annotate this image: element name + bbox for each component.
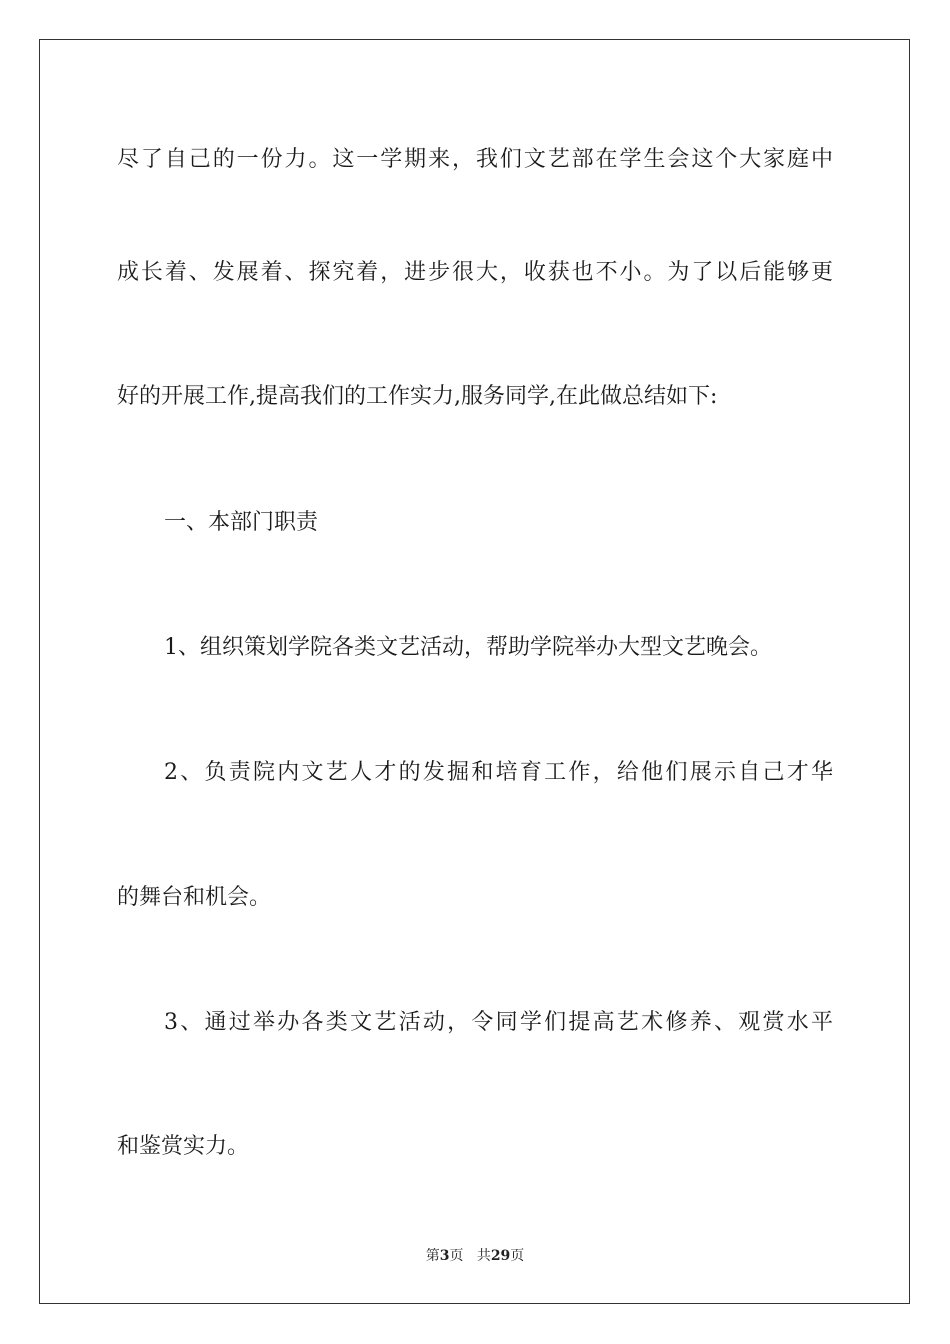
section-heading: 一、本部门职责: [164, 510, 319, 535]
total-suffix: 页: [510, 1248, 525, 1264]
page-suffix: 页: [449, 1248, 464, 1264]
total-pages: 29: [490, 1248, 511, 1264]
page-border: [39, 39, 910, 1304]
list-item-2-line-1: 2、负责院内文艺人才的发掘和培育工作，给他们展示自己才华: [164, 760, 833, 785]
list-item-3-line-2: 和鉴赏实力。: [117, 1134, 250, 1159]
paragraph-line-1: 尽了自己的一份力。这一学期来，我们文艺部在学生会这个大家庭中: [117, 147, 833, 172]
paragraph-line-3: 好的开展工作,提高我们的工作实力,服务同学,在此做总结如下:: [117, 384, 718, 409]
page-prefix: 第: [425, 1248, 440, 1264]
total-prefix: 共: [476, 1248, 491, 1264]
page-number: 3: [439, 1248, 450, 1264]
page-footer: [0, 1246, 950, 1266]
paragraph-line-2: 成长着、发展着、探究着，进步很大，收获也不小。为了以后能够更: [117, 260, 833, 285]
list-item-2-line-2: 的舞台和机会。: [117, 885, 272, 910]
list-item-1: 1、组织策划学院各类文艺活动，帮助学院举办大型文艺晚会。: [164, 635, 772, 660]
list-item-3-line-1: 3、通过举办各类文艺活动，令同学们提高艺术修养、观赏水平: [164, 1010, 833, 1035]
